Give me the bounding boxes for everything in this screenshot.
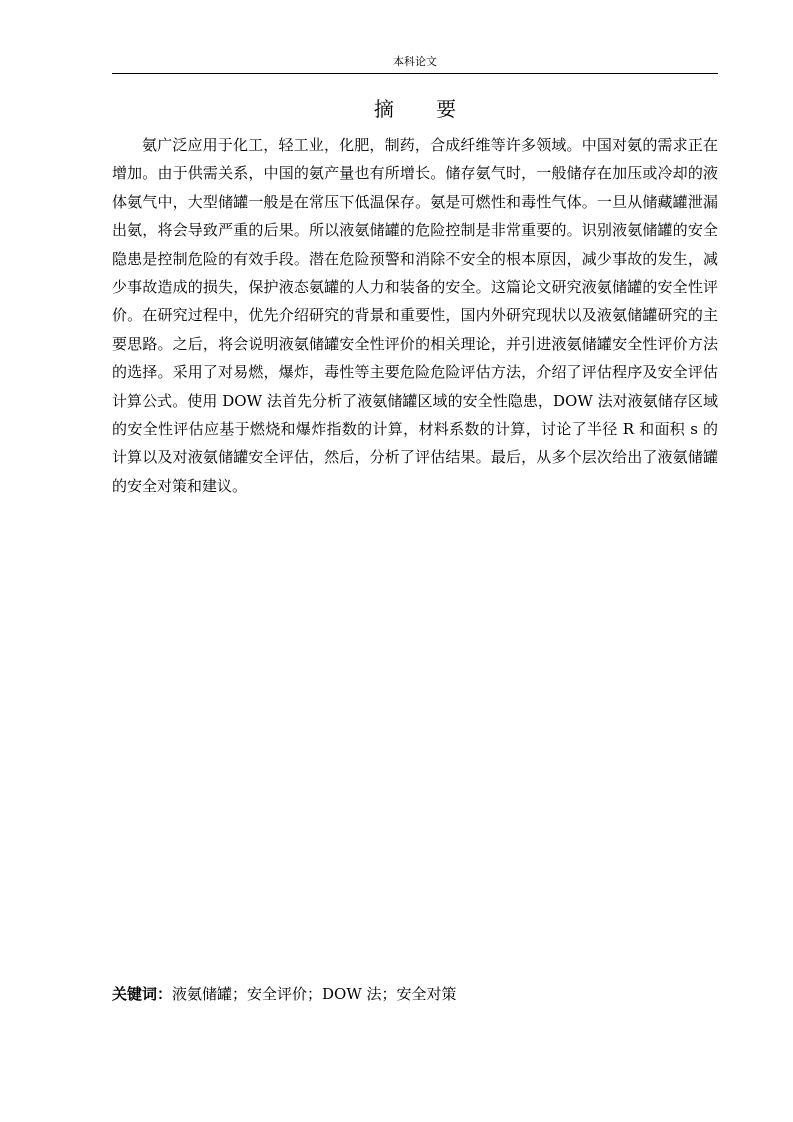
abstract-title: 摘 要	[373, 97, 475, 121]
keywords-text: 液氨储罐；安全评价；DOW 法；安全对策	[172, 985, 457, 1003]
keywords-label: 关键词：	[112, 985, 173, 1003]
running-header: 本科论文	[393, 55, 437, 68]
keywords-line	[112, 983, 718, 1005]
header-rule	[112, 73, 718, 74]
abstract-body: 氨广泛应用于化工，轻工业，化肥，制药，合成纤维等许多领域。中国对氨的需求正在增加。由于供需关系，中国的氨产量也有所增长。储存氨气时，一般储存在加压或冷却的液体氨气中，大型储罐一般是在常压下低温保存。氨是可燃性和毒性气体。一旦从储藏罐泄漏出氨，将会导致严重的后果。所以液氨储罐的危险控制是非常重要的。识别液氨储罐的安全隐患是控制危险的有效手段。潜在危险预警和消除不安全的根本原因，减少事故的发生，减少事故造成的损失，保护液态氨罐的人力和装备的安全。这篇论文研究液氨储罐的安全性评价。在研究过程中，优先介绍研究的背景和重要性，国内外研究现状以及液氨储罐研究的主要思路。之后，将会说明液氨储罐安全性评价的相关理论，并引进液氨储罐安全性评价方法的选择。采用了对易燃，爆炸，毒性等主要危险危险评估方法，介绍了评估程序及安全评估计算公式。使用 DOW 法首先分析了液氨储罐区域的安全性隐患，DOW 法对液氨储存区域的安全性评估应基于燃烧和爆炸指数的计算，材料系数的计算，讨论了半径 R 和面积 s 的计算以及对液氨储罐安全评估，然后，分析了评估结果。最后，从多个层次给出了液氨储罐的安全对策和建议。	[112, 136, 718, 495]
